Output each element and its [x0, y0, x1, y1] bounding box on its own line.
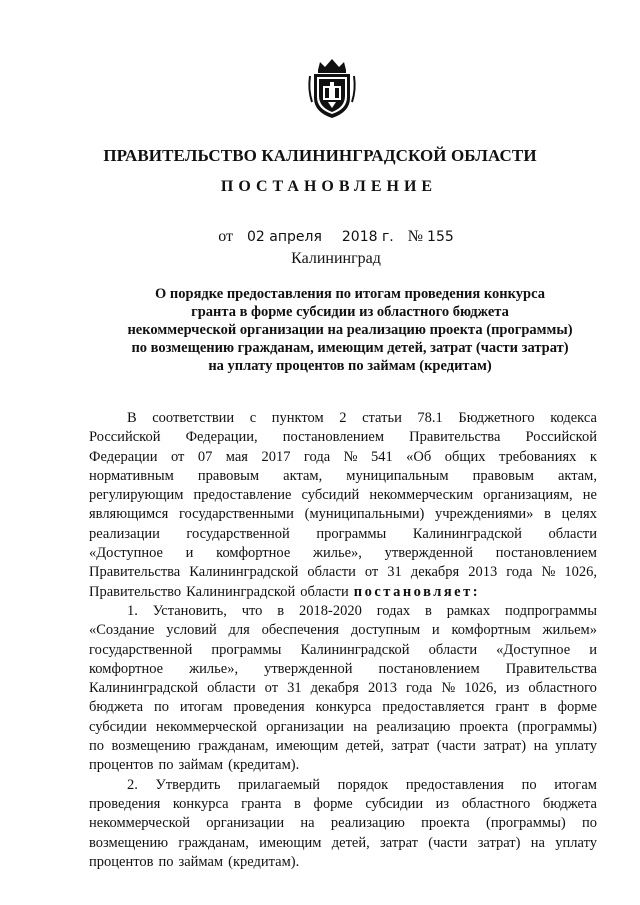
body-word: (муниципальными) — [304, 506, 425, 523]
body-word: правовым — [472, 467, 534, 484]
body-word: актам, — [283, 467, 323, 484]
body-word: 1. — [127, 602, 138, 619]
body-word: займам — [178, 853, 224, 870]
body-word: 2013 — [368, 680, 398, 697]
body-line — [89, 448, 597, 467]
body-word: предоставления — [405, 776, 504, 793]
body-word: условий — [166, 622, 217, 639]
body-word: Федерации — [89, 448, 158, 465]
date-year-number: 2018 г. — [341, 229, 394, 245]
body-word: для — [228, 622, 250, 639]
body-word: программы — [316, 525, 387, 542]
body-word: субсидий — [301, 487, 360, 504]
body-word: детей, — [331, 834, 370, 851]
body-word: проведения — [233, 699, 305, 716]
body-word: года — [303, 448, 331, 465]
body-word: года — [506, 564, 533, 581]
body-word: 78.1 — [417, 410, 443, 426]
body-word: 2018-2020 — [298, 602, 362, 619]
body-word: от — [170, 448, 185, 465]
body-word: на — [533, 738, 548, 755]
body-word: (программы) — [517, 718, 597, 735]
body-word: доступным — [350, 622, 421, 639]
body-word: затрат — [380, 834, 418, 851]
body-word: являющимся — [89, 506, 169, 523]
body-word: по — [89, 738, 105, 755]
body-word: жильем» — [542, 622, 597, 639]
body-word: 1026, — [464, 680, 497, 697]
body-word: регулирующим — [89, 487, 184, 504]
body-word: гранта — [241, 795, 282, 812]
body-word: государственной — [89, 641, 193, 658]
body-word: гражданам, — [178, 834, 249, 851]
body-word: Калининградской — [189, 564, 299, 581]
body-word: не — [582, 487, 597, 504]
body-word: что — [241, 602, 263, 619]
body-word: из — [505, 680, 520, 697]
body-word: на — [353, 718, 368, 735]
body-word: рамках — [446, 602, 491, 619]
body-word: гражданам, — [198, 738, 269, 755]
body-word: и — [185, 545, 194, 562]
body-word: статьи — [362, 410, 402, 426]
body-word: итогам — [554, 776, 597, 793]
body-word: бюджета — [89, 699, 144, 716]
body-word: в — [425, 602, 432, 619]
body-word: В — [127, 410, 137, 426]
body-word: конкурса — [172, 795, 229, 812]
body-line — [89, 602, 597, 621]
body-word: «Создание — [89, 622, 155, 639]
body-word: 541 — [370, 448, 393, 465]
body-word: кодекса — [550, 410, 597, 426]
body-word: возмещению — [89, 834, 169, 851]
body-word: целях — [561, 506, 597, 523]
body-line — [89, 718, 597, 737]
body-word: комфортное — [89, 660, 164, 677]
body-word: области — [548, 525, 597, 542]
body-word: уплату — [555, 738, 597, 755]
body-word: областного — [528, 680, 597, 697]
body-word: реализацию — [330, 815, 405, 832]
body-word: учреждениями» — [435, 506, 534, 523]
coat-of-arms-icon — [306, 56, 358, 120]
body-word: субсидии — [365, 795, 424, 812]
date-prefix: от — [218, 228, 233, 245]
body-word: нормативным — [89, 467, 174, 484]
body-word: предоставляется — [382, 699, 485, 716]
body-word: области — [307, 564, 356, 581]
document-date-line — [0, 228, 640, 246]
title-line: на уплату процентов по займам (кредитам) — [208, 358, 492, 374]
body-word: конкурса — [315, 699, 372, 716]
body-word: постановлением — [495, 545, 597, 562]
body-word: годах — [376, 602, 411, 619]
body-word: 1026, — [564, 564, 597, 581]
body-word: года — [406, 680, 433, 697]
body-word: и — [431, 622, 440, 639]
body-line — [89, 641, 597, 660]
body-word: мая — [225, 448, 248, 465]
body-word: в — [539, 699, 547, 716]
body-word: 31 — [387, 564, 402, 581]
body-word: с — [249, 410, 257, 426]
body-word: Правительства — [89, 564, 181, 581]
body-word: Утвердить — [155, 776, 221, 793]
body-word: прилагаемый — [238, 776, 320, 793]
body-word: некоммерческой — [155, 718, 257, 735]
body-word: уплату — [555, 834, 597, 851]
body-word: реализацию — [376, 718, 451, 735]
body-word: программы — [211, 641, 282, 658]
body-word: Российской — [525, 429, 597, 446]
body-word: общих — [444, 448, 486, 465]
body-word: Федерации, — [185, 429, 258, 446]
body-line — [89, 756, 597, 775]
body-word: области — [207, 680, 256, 697]
body-word: и — [589, 641, 597, 658]
body-word: 2. — [127, 776, 138, 793]
body-word: на — [300, 815, 315, 832]
body-word: реализации — [89, 525, 160, 542]
body-word: по — [153, 699, 169, 716]
body-word: 07 — [197, 448, 213, 465]
body-word: подпрограммы — [504, 602, 597, 619]
title-line: по возмещению гражданам, имеющим детей, затрат (части затрат) — [131, 340, 569, 356]
body-line — [89, 428, 597, 447]
body-word: затрат — [391, 738, 430, 755]
body-word: Калининградской — [412, 525, 522, 542]
body-word: области — [300, 583, 349, 600]
number-sign: № — [407, 228, 424, 245]
body-word: Калининградской — [89, 680, 199, 697]
body-word: Калининградской — [186, 583, 296, 600]
body-word: актам, — [557, 467, 597, 484]
body-word: декабря — [410, 564, 460, 581]
body-word: порядок — [337, 776, 389, 793]
body-line — [89, 467, 597, 486]
body-word: займам — [178, 757, 224, 774]
body-word: утвержденной — [384, 545, 474, 562]
body-word: предоставление — [193, 487, 292, 504]
body-line — [89, 409, 597, 428]
body-word: областного — [461, 795, 531, 812]
body-word: № — [541, 564, 556, 581]
body-line — [89, 505, 597, 524]
body-word: области — [428, 641, 478, 658]
body-word: возмещению — [111, 738, 191, 755]
body-line — [89, 698, 597, 717]
body-word: имеющим — [276, 738, 339, 755]
body-line — [89, 679, 597, 698]
body-word: правовым — [197, 467, 260, 484]
body-word: организации — [206, 815, 285, 832]
body-word: (части — [428, 834, 468, 851]
body-line — [89, 621, 597, 640]
body-line — [89, 563, 597, 582]
body-word: проекта — [421, 815, 470, 832]
body-word: в — [294, 795, 301, 812]
body-word: постановлением — [378, 660, 480, 677]
body-word: форме — [557, 699, 597, 716]
body-word: жилье», — [189, 660, 239, 677]
body-word: из — [435, 795, 450, 812]
document-number: 155 — [427, 229, 454, 245]
body-word: от — [264, 680, 279, 697]
body-word: имеющим — [259, 834, 322, 851]
body-word: по — [521, 776, 537, 793]
title-line: гранта в форме субсидии из областного бюджета — [191, 304, 509, 320]
body-word: Бюджетного — [458, 410, 535, 426]
body-line — [89, 795, 597, 814]
body-word: № — [441, 680, 456, 697]
body-word: организации — [266, 718, 344, 735]
body-word: в — [277, 602, 285, 619]
resolution-keyword: постановляет: — [353, 583, 481, 600]
body-word: по — [158, 853, 174, 870]
body-line — [89, 814, 597, 833]
body-word: Калининградской — [300, 641, 410, 658]
body-word: от — [364, 564, 379, 581]
body-word: государственной — [186, 525, 290, 542]
body-word: затрат) — [477, 834, 521, 851]
body-word: к — [589, 448, 597, 465]
body-word: бюджета — [542, 795, 597, 812]
organization-title: ПРАВИТЕЛЬСТВО КАЛИНИНГРАДСКОЙ ОБЛАСТИ — [103, 146, 537, 165]
body-word: процентов — [89, 853, 154, 870]
body-word: комфортным — [451, 622, 531, 639]
body-word: № — [343, 448, 358, 465]
body-word: проекта — [459, 718, 509, 735]
title-line: некоммерческой организации на реализацию проекта (программы) — [127, 322, 573, 338]
body-word: пунктом — [271, 410, 324, 426]
body-word: по — [158, 757, 174, 774]
body-word: итогам — [179, 699, 223, 716]
body-word: требованиях — [499, 448, 577, 465]
body-line — [89, 525, 597, 544]
body-word: проведения — [89, 795, 161, 812]
body-word: детей, — [345, 738, 384, 755]
document-title — [100, 285, 600, 375]
body-line — [89, 660, 597, 679]
body-word: 2 — [339, 410, 347, 426]
body-word: Правительство — [89, 583, 182, 600]
document-body — [89, 409, 597, 872]
body-word: (части — [436, 738, 476, 755]
body-word: (программы) — [486, 815, 566, 832]
body-word: организациям, — [483, 487, 573, 504]
body-word: обеспечения — [261, 622, 340, 639]
body-word: государственными — [178, 506, 294, 523]
body-word: муниципальным — [346, 467, 449, 484]
title-line: О порядке предоставления по итогам проведения конкурса — [155, 286, 545, 302]
body-word: «Об — [406, 448, 432, 465]
date-day-month: 02 апреля — [247, 229, 322, 245]
body-word: некоммерческой — [89, 815, 190, 832]
body-word: по — [581, 815, 597, 832]
body-word: 2017 — [261, 448, 291, 465]
body-word: процентов — [89, 757, 154, 774]
body-word: «Доступное — [496, 641, 571, 658]
body-word: (кредитам). — [228, 757, 300, 774]
body-word: затрат) — [483, 738, 527, 755]
body-word: 2013 — [468, 564, 498, 581]
body-word: в — [544, 506, 551, 523]
body-word: Установить, — [152, 602, 227, 619]
body-line — [89, 544, 597, 563]
body-word: 31 — [287, 680, 302, 697]
body-word: постановлением — [282, 429, 385, 446]
body-word: соответствии — [152, 410, 235, 426]
body-word: Российской — [89, 429, 161, 446]
document-type-title: ПОСТАНОВЛЕНИЕ — [220, 178, 438, 195]
body-word: грант — [495, 699, 530, 716]
body-word: «Доступное — [89, 545, 163, 562]
body-word: утвержденной — [264, 660, 353, 677]
body-word: Правительства — [409, 429, 501, 446]
body-line — [89, 776, 597, 795]
body-line — [89, 737, 597, 756]
body-word: на — [530, 834, 545, 851]
body-word: (кредитам). — [228, 853, 300, 870]
body-word: жилье», — [312, 545, 362, 562]
body-word: форме — [313, 795, 353, 812]
body-word: Правительства — [505, 660, 597, 677]
body-line — [89, 853, 597, 872]
body-line — [89, 583, 597, 602]
body-line — [89, 834, 597, 853]
body-word: некоммерческим — [369, 487, 474, 504]
body-word: декабря — [310, 680, 359, 697]
body-word: субсидии — [89, 718, 147, 735]
city-name: Калининград — [291, 250, 381, 267]
body-line — [89, 486, 597, 505]
body-word: комфортное — [216, 545, 291, 562]
